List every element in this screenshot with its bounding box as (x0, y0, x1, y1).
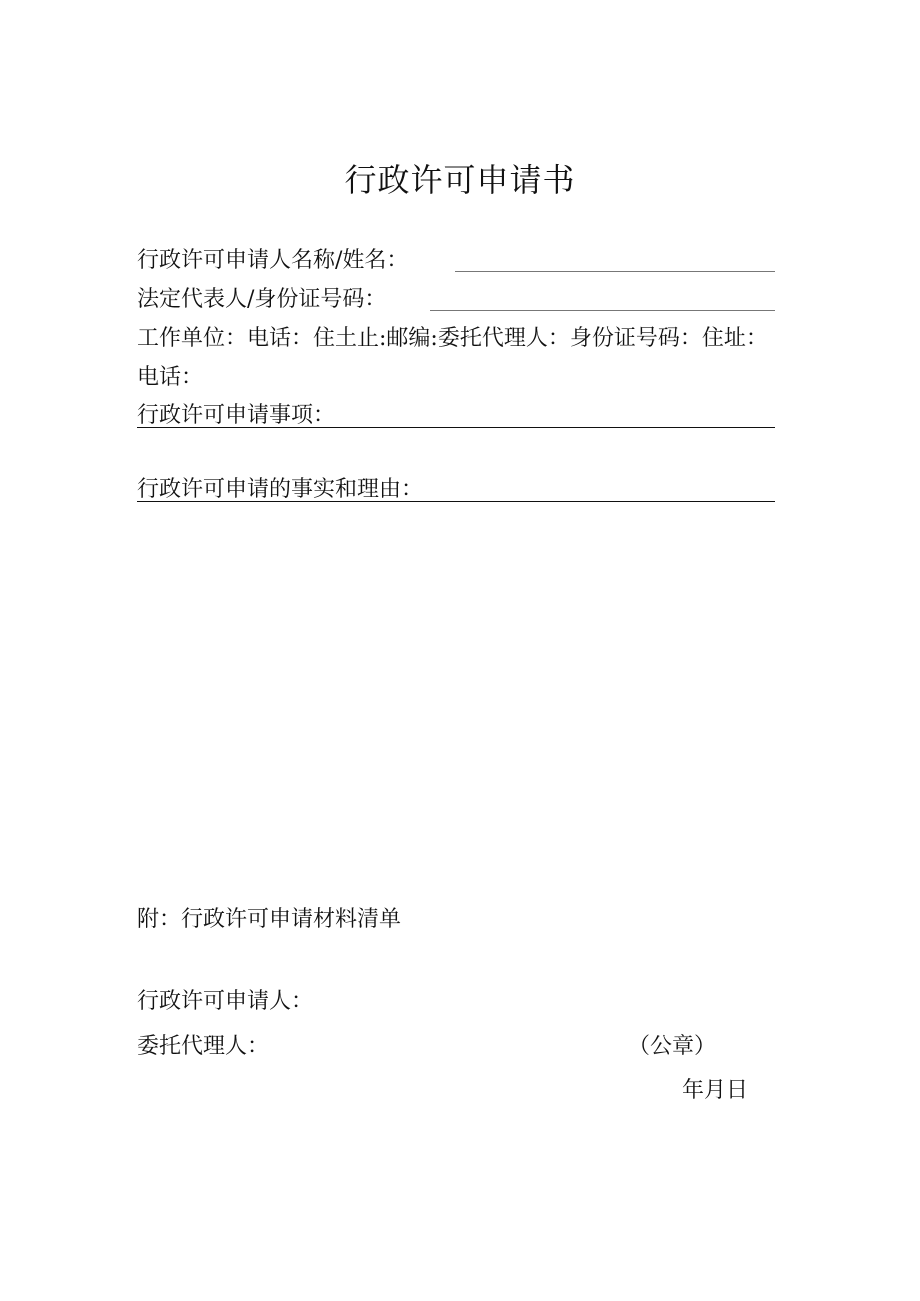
applicant-name-label: 行政许可申请人名称/姓名： (137, 248, 409, 273)
date-label: 年月日 (682, 1078, 749, 1103)
facts-reasons-field[interactable] (137, 501, 775, 502)
document-title: 行政许可申请书 (344, 161, 576, 199)
legal-rep-id-field[interactable] (430, 310, 775, 311)
attachment-note: 附：行政许可申请材料清单 (137, 907, 402, 932)
applicant-name-field[interactable] (455, 271, 775, 272)
agent-signature-label: 委托代理人： (137, 1034, 270, 1059)
facts-reasons-label: 行政许可申请的事实和理由： (137, 477, 424, 502)
contact-info-line: 工作单位：电话：住土止:邮编:委托代理人：身份证号码：住址： (137, 326, 768, 351)
application-matter-field[interactable] (137, 427, 775, 428)
phone-label: 电话： (137, 365, 204, 390)
seal-label: （公章） (628, 1034, 717, 1059)
applicant-signature-label: 行政许可申请人： (137, 989, 314, 1014)
application-matter-label: 行政许可申请事项： (137, 403, 336, 428)
legal-rep-label: 法定代表人/身份证号码： (137, 287, 387, 312)
